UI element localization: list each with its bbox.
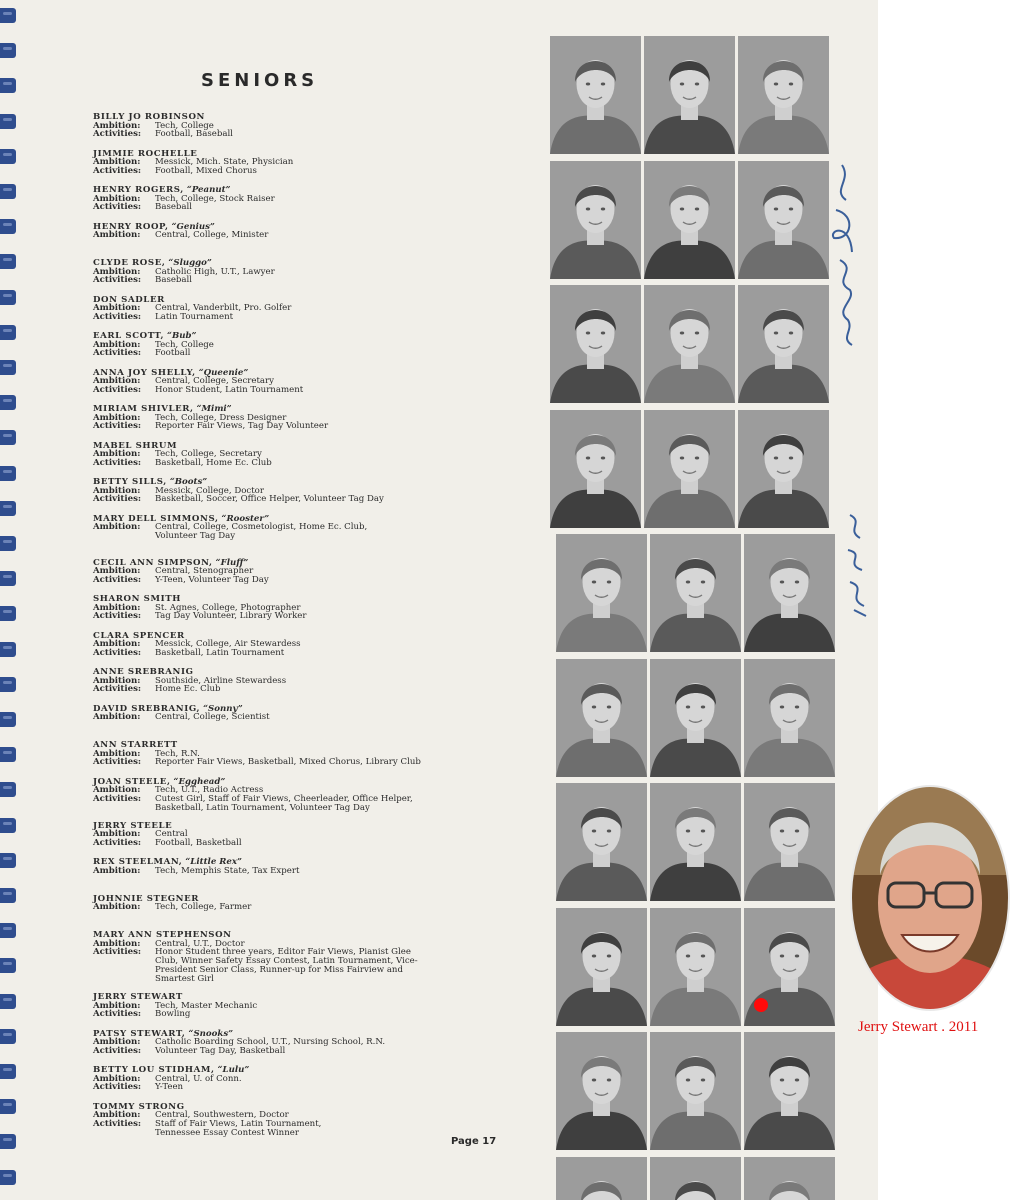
senior-portrait	[556, 534, 647, 652]
handwritten-note	[840, 510, 876, 620]
senior-entry	[93, 595, 533, 632]
senior-entry	[93, 296, 533, 333]
senior-entry	[93, 741, 533, 778]
senior-portrait	[650, 1157, 741, 1200]
activities-value: Y-Teen, Volunteer Tag Day	[155, 574, 269, 585]
senior-portrait	[556, 908, 647, 1026]
senior-name: HENRY ROGERS,	[93, 185, 184, 195]
ambition-label: Ambition:	[93, 303, 141, 314]
ambition-value: Tech, R.N.	[155, 748, 200, 759]
ambition-value: Tech, College, Stock Raiser	[155, 193, 275, 204]
page-number: Page 17	[451, 1136, 497, 1147]
ambition-value: Tech, College	[155, 120, 214, 131]
binding-ring	[0, 747, 16, 762]
ambition-value: Catholic Boarding School, U.T., Nursing School, R.N.	[155, 1037, 386, 1048]
senior-nickname: “Peanut”	[183, 185, 231, 195]
spiral-binding	[0, 0, 22, 1200]
ambition-value: Tech, College, Dress Designer	[155, 412, 287, 423]
senior-name: CECIL ANN SIMPSON,	[93, 557, 213, 568]
senior-name: JIMMIE ROCHELLE	[93, 148, 198, 159]
senior-name: MABEL SHRUM	[93, 440, 178, 451]
activities-label: Activities:	[93, 574, 142, 585]
ambition-label: Ambition:	[93, 449, 141, 460]
activities-value: Reporter Fair Views, Basketball, Mixed Chorus, Library Club	[155, 757, 421, 768]
binding-ring	[0, 606, 16, 621]
senior-entry	[93, 993, 533, 1030]
senior-nickname: “Egghead”	[170, 776, 226, 787]
senior-portrait	[550, 410, 641, 528]
ambition-value: Central, U.T., Doctor	[155, 938, 245, 949]
ambition-value: Tech, College, Secretary	[155, 449, 262, 460]
inset-caption: Jerry Stewart . 2011	[858, 1019, 979, 1035]
senior-entry	[93, 1030, 533, 1067]
binding-ring	[0, 853, 16, 868]
senior-entry	[93, 478, 533, 515]
ambition-value: Central, College, Minister	[155, 230, 269, 241]
senior-name: CLYDE ROSE,	[93, 258, 166, 268]
ambition-label: Ambition:	[93, 266, 141, 277]
page-title: SENIORS	[201, 70, 319, 91]
binding-ring	[0, 114, 16, 129]
activities-value: Baseball	[155, 202, 193, 213]
binding-ring	[0, 184, 16, 199]
senior-name: ANNA JOY SHELLY,	[93, 367, 196, 378]
senior-entry	[93, 405, 533, 442]
senior-nickname: “Boots”	[166, 477, 208, 487]
senior-portrait	[644, 410, 735, 528]
senior-portrait	[556, 659, 647, 777]
ambition-label: Ambition:	[93, 1110, 141, 1121]
ambition-value: Tech, U.T., Radio Actress	[155, 785, 264, 796]
ambition-value: Tech, College, Farmer	[155, 902, 252, 913]
binding-ring	[0, 642, 16, 657]
activities-label: Activities:	[93, 793, 142, 804]
binding-ring	[0, 325, 16, 340]
senior-entry	[93, 858, 533, 895]
ambition-label: Ambition:	[93, 712, 141, 723]
activities-value: Honor Student, Latin Tournament	[155, 384, 304, 395]
senior-portrait	[738, 410, 829, 528]
ambition-value: St. Agnes, College, Photographer	[155, 602, 301, 613]
activities-value: Reporter Fair Views, Tag Day Volunteer	[155, 421, 329, 432]
activities-value: Baseball	[155, 275, 193, 286]
senior-nickname: “Lulu”	[214, 1065, 250, 1075]
senior-name: JOAN STEELE,	[93, 776, 171, 787]
binding-ring	[0, 1064, 16, 1079]
binding-ring	[0, 712, 16, 727]
ambition-label: Ambition:	[93, 902, 141, 913]
activities-label: Activities:	[93, 1118, 142, 1129]
senior-name: TOMMY STRONG	[93, 1101, 185, 1112]
binding-ring	[0, 8, 16, 23]
senior-name: HENRY ROOP,	[93, 221, 169, 232]
senior-nickname: “Sonny”	[200, 703, 243, 714]
activities-label: Activities:	[93, 457, 142, 468]
senior-portrait	[556, 783, 647, 901]
activities-value: Football	[155, 348, 191, 359]
ambition-label: Ambition:	[93, 566, 141, 577]
senior-nickname: “Little Rex”	[182, 857, 242, 867]
senior-entry	[93, 668, 533, 705]
binding-ring	[0, 571, 16, 586]
senior-portrait	[650, 1032, 741, 1150]
senior-portrait	[744, 534, 835, 652]
senior-name: ANNE SREBRANIG	[93, 667, 194, 677]
activities-value: Volunteer Tag Day, Basketball	[155, 1045, 286, 1056]
senior-entry	[93, 778, 533, 822]
senior-portrait	[744, 659, 835, 777]
ambition-value: Tech, Memphis State, Tax Expert	[155, 865, 300, 876]
ambition-label: Ambition:	[93, 157, 141, 168]
activities-value: Football, Baseball	[155, 129, 233, 140]
ambition-value: Central, College, Secretary	[155, 376, 274, 387]
senior-entry	[93, 931, 533, 993]
binding-ring	[0, 1099, 16, 1114]
senior-portrait	[738, 36, 829, 154]
activities-value: Tag Day Volunteer, Library Worker	[155, 611, 307, 622]
ambition-value: Central, Southwestern, Doctor	[155, 1110, 289, 1121]
senior-portrait	[744, 1032, 835, 1150]
binding-ring	[0, 782, 16, 797]
senior-portrait	[644, 285, 735, 403]
activities-value: Latin Tournament	[155, 311, 234, 322]
senior-entry	[93, 150, 533, 187]
binding-ring	[0, 1029, 16, 1044]
senior-nickname: “Mimi”	[193, 404, 232, 414]
activities-value: Y-Teen	[155, 1082, 184, 1093]
ambition-value: Central, College, Scientist	[155, 712, 270, 723]
activities-value: Staff of Fair Views, Latin Tournament,	[155, 1118, 322, 1129]
senior-name: PATSY STEWART,	[93, 1028, 186, 1039]
ambition-value: Central, U. of Conn.	[155, 1073, 242, 1084]
ambition-label: Ambition:	[93, 1000, 141, 1011]
ambition-label: Ambition:	[93, 376, 141, 387]
activities-value: Club, Winner Safety Essay Contest, Latin Tournament, Vice-	[155, 956, 418, 967]
senior-entry	[93, 559, 533, 596]
ambition-value: Central, Stenographer	[155, 566, 254, 577]
binding-ring	[0, 219, 16, 234]
activities-value: Basketball, Soccer, Office Helper, Volunteer Tag Day	[155, 494, 384, 505]
binding-ring	[0, 466, 16, 481]
senior-name: DAVID SREBRANIG,	[93, 703, 201, 714]
senior-name: BETTY LOU STIDHAM,	[93, 1065, 215, 1075]
senior-portrait	[644, 161, 735, 279]
ambition-label: Ambition:	[93, 675, 141, 686]
activities-label: Activities:	[93, 1082, 142, 1093]
activities-label: Activities:	[93, 684, 142, 695]
senior-entry	[93, 895, 533, 932]
senior-entry	[93, 442, 533, 479]
senior-nickname: “Bub”	[164, 331, 197, 341]
binding-ring	[0, 888, 16, 903]
senior-name: MARY DELL SIMMONS,	[93, 513, 219, 524]
senior-name: MARY ANN STEPHENSON	[93, 930, 232, 940]
activities-label: Activities:	[93, 311, 142, 322]
senior-nickname: “Fluff”	[212, 557, 249, 568]
activities-label: Activities:	[93, 837, 142, 848]
senior-portrait	[550, 285, 641, 403]
binding-ring	[0, 677, 16, 692]
senior-portrait	[650, 534, 741, 652]
senior-portrait	[744, 783, 835, 901]
activities-label: Activities:	[93, 129, 142, 140]
ambition-label: Ambition:	[93, 1037, 141, 1048]
activities-value: Home Ec. Club	[155, 684, 221, 695]
binding-ring	[0, 43, 16, 58]
senior-portrait	[650, 659, 741, 777]
senior-portrait	[744, 1157, 835, 1200]
activities-label: Activities:	[93, 611, 142, 622]
activities-value: Basketball, Home Ec. Club	[155, 457, 272, 468]
senior-portrait	[650, 783, 741, 901]
senior-name: JERRY STEELE	[93, 820, 173, 831]
senior-portrait	[650, 908, 741, 1026]
senior-name: BETTY SILLS,	[93, 477, 167, 487]
activities-label: Activities:	[93, 647, 142, 658]
senior-portrait	[556, 1157, 647, 1200]
ambition-label: Ambition:	[93, 938, 141, 949]
ambition-value: Southside, Airline Stewardess	[155, 675, 287, 686]
senior-portrait	[556, 1032, 647, 1150]
senior-name: CLARA SPENCER	[93, 630, 185, 641]
highlight-marker	[754, 998, 768, 1012]
senior-name: ANN STARRETT	[93, 740, 178, 750]
senior-nickname: “Sluggo”	[165, 258, 212, 268]
ambition-continued: Volunteer Tag Day	[155, 530, 236, 541]
binding-ring	[0, 254, 16, 269]
activities-value: Honor Student three years, Editor Fair Views, Pianist Glee	[155, 947, 411, 958]
activities-label: Activities:	[93, 757, 142, 768]
activities-label: Activities:	[93, 348, 142, 359]
ambition-value: Messick, College, Air Stewardess	[155, 639, 301, 650]
activities-value: Basketball, Latin Tournament, Volunteer Tag Day	[155, 802, 370, 813]
binding-ring	[0, 360, 16, 375]
activities-value: Basketball, Latin Tournament	[155, 647, 285, 658]
senior-entry	[93, 223, 533, 260]
binding-ring	[0, 958, 16, 973]
senior-portrait	[550, 161, 641, 279]
senior-name: REX STEELMAN,	[93, 857, 183, 867]
senior-entry	[93, 259, 533, 296]
activities-value: Bowling	[155, 1009, 191, 1020]
ambition-value: Central, Vanderbilt, Pro. Golfer	[155, 303, 292, 314]
ambition-value: Messick, Mich. State, Physician	[155, 157, 294, 168]
ambition-label: Ambition:	[93, 602, 141, 613]
ambition-value: Tech, College	[155, 339, 214, 350]
activities-label: Activities:	[93, 494, 142, 505]
ambition-value: Central, College, Cosmetologist, Home Ec. Club,	[155, 522, 368, 533]
senior-entry	[93, 332, 533, 369]
binding-ring	[0, 994, 16, 1009]
binding-ring	[0, 290, 16, 305]
inset-portrait-photo	[850, 785, 1010, 1011]
ambition-label: Ambition:	[93, 485, 141, 496]
senior-portrait	[550, 36, 641, 154]
binding-ring	[0, 78, 16, 93]
ambition-value: Catholic High, U.T., Lawyer	[155, 266, 275, 277]
binding-ring	[0, 1134, 16, 1149]
ambition-label: Ambition:	[93, 829, 141, 840]
senior-name: JOHNNIE STEGNER	[93, 893, 199, 904]
activities-label: Activities:	[93, 1045, 142, 1056]
activities-label: Activities:	[93, 1009, 142, 1020]
activities-label: Activities:	[93, 947, 142, 958]
activities-value: Tennessee Essay Contest Winner	[155, 1127, 299, 1138]
activities-value: President Senior Class, Runner-up for Miss Fairview and	[155, 964, 403, 975]
binding-ring	[0, 818, 16, 833]
ambition-label: Ambition:	[93, 1073, 141, 1084]
senior-entry	[93, 113, 533, 150]
senior-name: SHARON SMITH	[93, 594, 181, 604]
senior-entry	[93, 822, 533, 859]
senior-nickname: “Rooster”	[218, 513, 270, 524]
binding-ring	[0, 1170, 16, 1185]
activities-value: Football, Mixed Chorus	[155, 165, 257, 176]
ambition-label: Ambition:	[93, 785, 141, 796]
ambition-label: Ambition:	[93, 120, 141, 131]
binding-ring	[0, 501, 16, 516]
ambition-value: Tech, Master Mechanic	[155, 1000, 258, 1011]
binding-ring	[0, 395, 16, 410]
ambition-label: Ambition:	[93, 339, 141, 350]
ambition-label: Ambition:	[93, 412, 141, 423]
senior-entry	[93, 369, 533, 406]
activities-label: Activities:	[93, 384, 142, 395]
ambition-label: Ambition:	[93, 865, 141, 876]
ambition-label: Ambition:	[93, 230, 141, 241]
senior-list	[93, 113, 533, 1149]
senior-entry	[93, 632, 533, 669]
senior-portrait	[738, 285, 829, 403]
ambition-value: Messick, College, Doctor	[155, 485, 264, 496]
senior-entry	[93, 1066, 533, 1103]
senior-entry	[93, 186, 533, 223]
senior-entry	[93, 515, 533, 559]
ambition-label: Ambition:	[93, 748, 141, 759]
senior-name: MIRIAM SHIVLER,	[93, 404, 194, 414]
senior-portrait	[738, 161, 829, 279]
senior-nickname: “Queenie”	[195, 367, 249, 378]
activities-value: Smartest Girl	[155, 973, 214, 984]
activities-label: Activities:	[93, 275, 142, 286]
handwritten-signature	[822, 160, 870, 350]
senior-name: EARL SCOTT,	[93, 331, 165, 341]
binding-ring	[0, 536, 16, 551]
binding-ring	[0, 923, 16, 938]
activities-label: Activities:	[93, 421, 142, 432]
ambition-label: Ambition:	[93, 522, 141, 533]
activities-label: Activities:	[93, 202, 142, 213]
senior-name: DON SADLER	[93, 294, 165, 305]
senior-portrait	[644, 36, 735, 154]
ambition-value: Central	[155, 829, 188, 840]
binding-ring	[0, 149, 16, 164]
senior-name: JERRY STEWART	[93, 992, 183, 1002]
senior-entry	[93, 705, 533, 742]
senior-name: BILLY JO ROBINSON	[93, 112, 206, 122]
senior-nickname: “Snooks”	[185, 1028, 234, 1039]
activities-value: Football, Basketball	[155, 837, 242, 848]
ambition-label: Ambition:	[93, 193, 141, 204]
senior-nickname: “Genius”	[168, 221, 215, 232]
activities-label: Activities:	[93, 165, 142, 176]
binding-ring	[0, 430, 16, 445]
activities-value: Cutest Girl, Staff of Fair Views, Cheerleader, Office Helper,	[155, 793, 413, 804]
ambition-label: Ambition:	[93, 639, 141, 650]
